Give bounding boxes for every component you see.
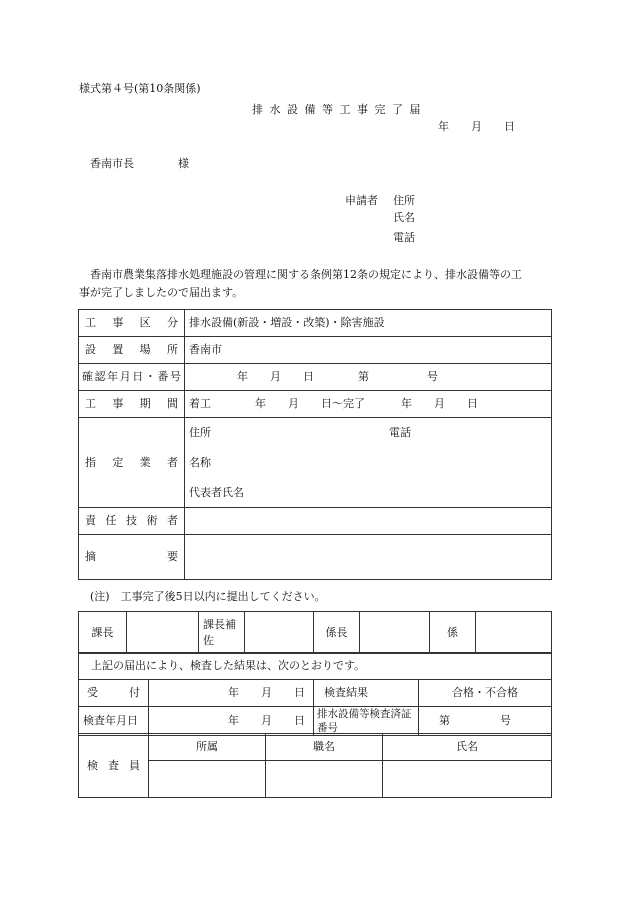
result-text: 上記の届出により、検査した結果は、次のとおりです。 [79,653,552,680]
confirm-value [185,364,552,391]
received-label: 受付 [79,680,149,707]
inspect-year: 年 [228,714,239,727]
date-line [438,120,515,134]
received-year: 年 [228,686,239,699]
applicant-name: 氏名 [393,211,415,224]
form-number: 様式第４号(第10条関係) [79,82,201,95]
confirm-no-suffix: 号 [427,370,438,383]
work-type-value: 排水設備(新設・増設・改築)・除害施設 [185,310,552,337]
col-title: 職名 [266,734,383,761]
inspector-title [266,761,383,798]
cert-prefix: 第 [439,714,450,727]
deputy-label-1: 課長補 [203,617,236,631]
body-text-line1: 香南市農業集落排水処理施設の管理に関する条例第12条の規定により、排水設備等の工 [90,268,522,281]
contractor-rep: 代表者氏名 [189,486,244,499]
received-month: 月 [261,686,272,699]
work-type-label: 工事区分 [79,310,185,337]
subchief-label: 係長 [314,612,360,654]
body-text-line2: 事が完了しましたので届出ます。 [79,286,244,299]
result-value: 合格・不合格 [419,680,552,707]
chief-seal [127,612,199,654]
cert-number [419,707,552,736]
col-name: 氏名 [383,734,552,761]
contractor-name: 名称 [189,456,211,469]
remarks-value [185,535,552,580]
engineer-value [185,508,552,535]
note: (注) 工事完了後5日以内に提出してください。 [90,590,326,603]
engineer-label: 責任技術者 [79,508,185,535]
inspector-affiliation [149,761,266,798]
applicant-address: 住所 [393,194,415,207]
period-month1: 月 [288,397,299,410]
period-month2: 月 [434,397,445,410]
inspector-name [383,761,552,798]
period-day2: 日 [467,397,478,410]
cert-label: 排水設備等検査済証番号 [314,707,419,736]
inspection-table [78,652,552,736]
contractor-label: 指定業者 [79,418,185,508]
main-table [78,309,552,580]
period-year2: 年 [401,397,412,410]
staff-label: 係 [430,612,476,654]
inspect-day: 日 [294,714,305,727]
period-day-to: 日～完了 [321,397,365,410]
inspect-date [149,707,314,736]
staff-seal [476,612,552,654]
received-day: 日 [294,686,305,699]
contractor-phone: 電話 [389,426,411,439]
inspector-table [78,733,552,798]
deputy-seal [245,612,314,654]
received-date [149,680,314,707]
inspector-label: 検査員 [79,734,149,798]
confirm-month: 月 [270,370,281,383]
remarks-label: 摘要 [79,535,185,580]
confirm-label: 確認年月日・番号 [79,364,185,391]
inspect-month: 月 [261,714,272,727]
addressee-name: 香南市長 [90,157,134,170]
deputy-label-2: 佐 [203,633,214,647]
applicant-label: 申請者 [345,194,378,207]
period-value [185,391,552,418]
date-year: 年 [438,120,449,133]
confirm-no-prefix: 第 [358,370,369,383]
contractor-value [185,418,552,508]
date-day: 日 [504,120,515,133]
inspect-date-label: 検査年月日 [79,707,149,736]
confirm-year: 年 [237,370,248,383]
subchief-seal [360,612,430,654]
cert-suffix: 号 [500,714,511,727]
contractor-address: 住所 [189,426,211,439]
location-label: 設置場所 [79,337,185,364]
location-value: 香南市 [185,337,552,364]
form-title: 排水設備等工事完了届 [252,103,427,116]
approval-table [78,611,552,654]
result-label: 検査結果 [314,680,419,707]
deputy-label [199,612,245,654]
col-affiliation: 所属 [149,734,266,761]
applicant-phone: 電話 [393,231,415,244]
addressee-honorific: 様 [178,157,189,170]
period-year1: 年 [255,397,266,410]
addressee [90,157,189,171]
period-label: 工事期間 [79,391,185,418]
date-month: 月 [471,120,482,133]
confirm-day: 日 [303,370,314,383]
chief-label: 課長 [79,612,127,654]
period-start: 着工 [189,397,211,410]
